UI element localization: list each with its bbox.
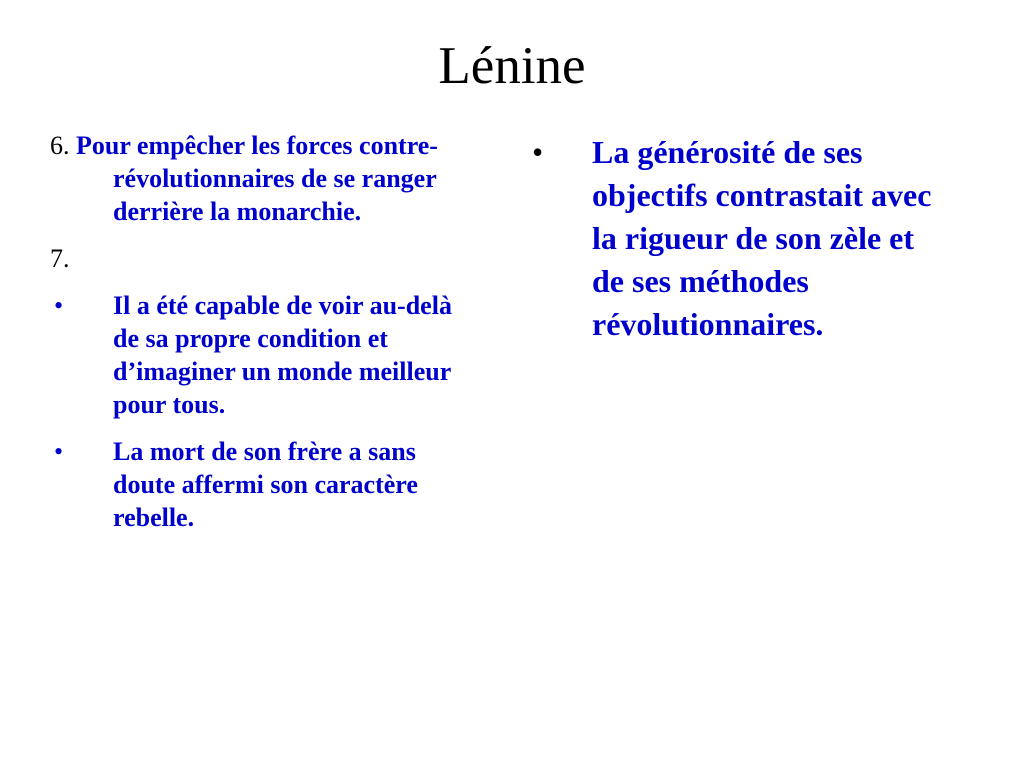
bullet-text: La mort de son frère a sans doute affermi son caractère rebelle. <box>113 437 418 532</box>
bullet-text: La générosité de ses objectifs contrastait avec la rigueur de son zèle et de ses méthodes révolutionnaires. <box>592 134 932 342</box>
left-column <box>50 129 470 548</box>
numbered-item-6 <box>50 129 470 228</box>
bullet-icon: • <box>54 291 64 320</box>
numbered-item-7 <box>50 242 470 275</box>
bullet-item <box>50 289 470 421</box>
bullet-item <box>50 435 470 534</box>
slide-title: Lénine <box>438 37 586 95</box>
item-number: 7. <box>50 244 70 273</box>
right-column <box>530 131 950 360</box>
bullet-item <box>530 131 950 346</box>
bullet-icon: • <box>54 437 64 466</box>
item-number: 6. <box>50 131 70 160</box>
bullet-text: Il a été capable de voir au-delà de sa propre condition et d’imaginer un monde meilleur pour tous. <box>113 291 452 419</box>
bullet-icon: • <box>532 134 544 170</box>
item-text: Pour empêcher les forces contre-révolutionnaires de se ranger derrière la monarchie. <box>76 131 438 226</box>
